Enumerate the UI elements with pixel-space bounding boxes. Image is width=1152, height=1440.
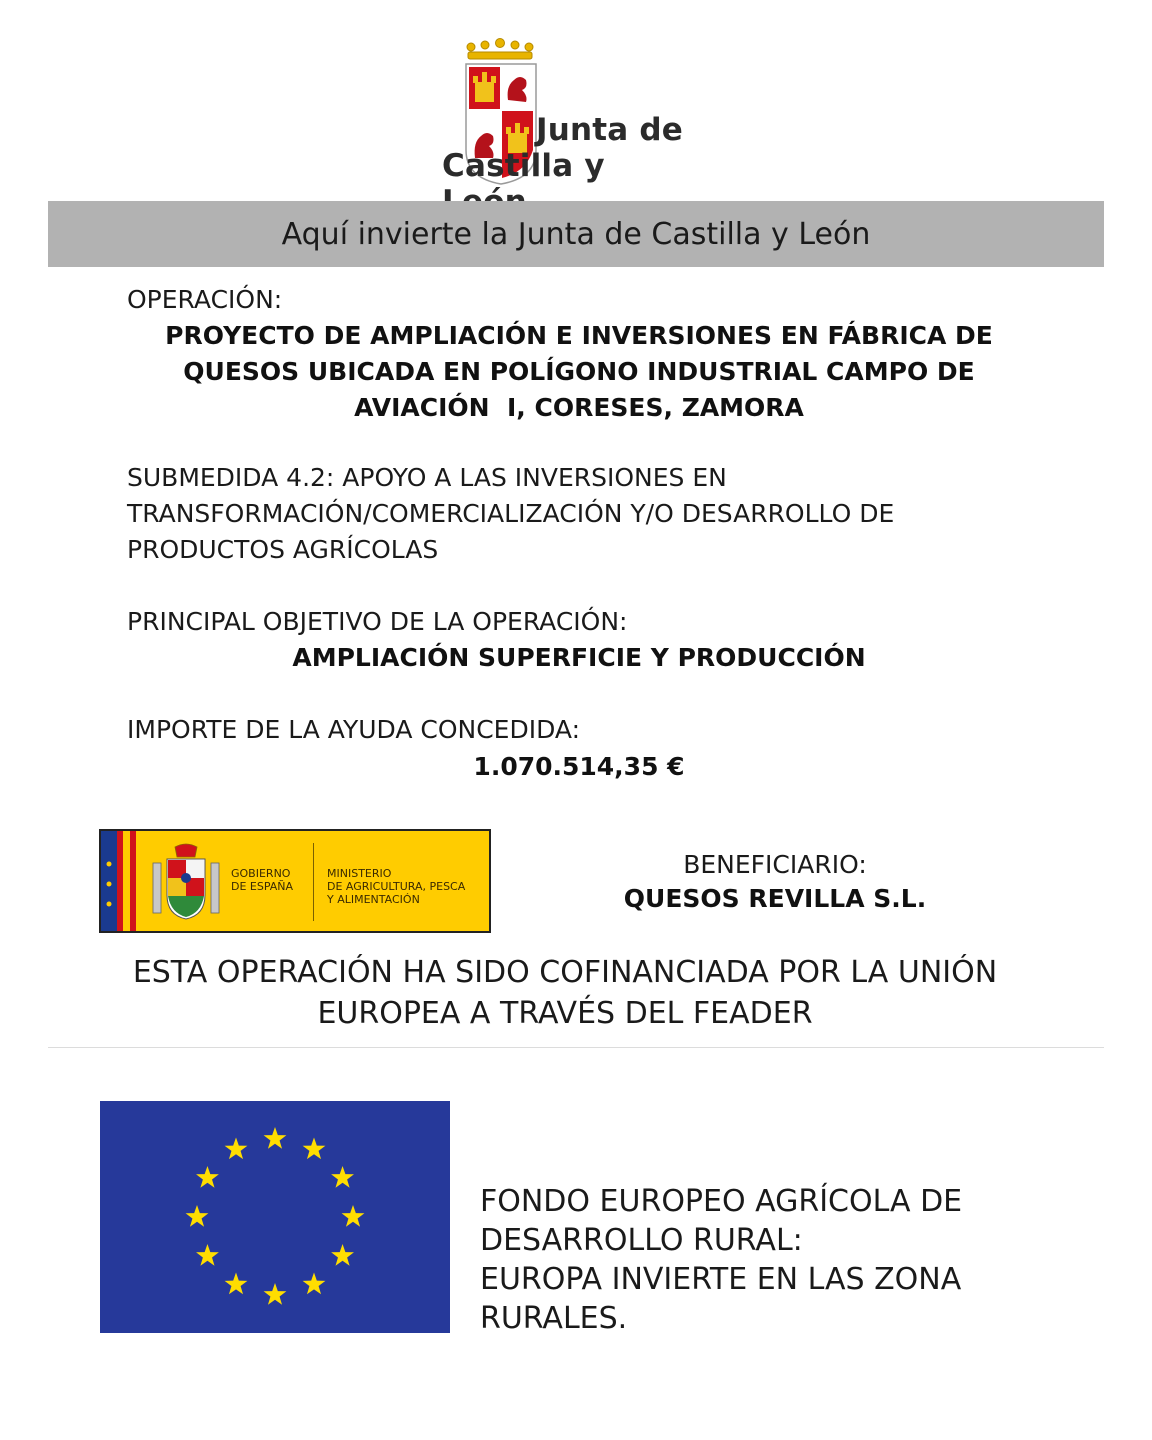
jcyl-logo-line2: Castilla y bbox=[442, 148, 605, 184]
feader-line: FONDO EUROPEO AGRÍCOLA DE bbox=[480, 1184, 963, 1219]
operation-line: AVIACIÓN I, CORESES, ZAMORA bbox=[354, 393, 804, 422]
objective-label: PRINCIPAL OBJETIVO DE LA OPERACIÓN: bbox=[127, 607, 628, 636]
banner-text: Aquí invierte la Junta de Castilla y León bbox=[281, 216, 871, 252]
jcyl-logo-line1: Junta de bbox=[536, 112, 684, 148]
ministry-text bbox=[327, 867, 487, 906]
gobierno-text bbox=[231, 867, 311, 893]
operation-line: PROYECTO DE AMPLIACIÓN E INVERSIONES EN FÁBRICA DE bbox=[165, 321, 993, 350]
gobierno-logo-yellow-strip bbox=[123, 831, 130, 931]
feader-line: RURALES. bbox=[480, 1301, 628, 1336]
banner bbox=[48, 201, 1104, 267]
operation-label: OPERACIÓN: bbox=[127, 285, 283, 314]
submeasure-line: PRODUCTOS AGRÍCOLAS bbox=[127, 535, 439, 564]
ministry-text-line: Y ALIMENTACIÓN bbox=[327, 893, 420, 906]
gobierno-logo-divider bbox=[313, 843, 314, 921]
feader-line: DESARROLLO RURAL: bbox=[480, 1223, 803, 1258]
star-icon bbox=[104, 859, 114, 919]
submeasure-text bbox=[127, 460, 1027, 568]
ministry-text-line: MINISTERIO bbox=[327, 867, 392, 880]
gobierno-logo bbox=[99, 829, 491, 933]
gobierno-logo-red-strip bbox=[130, 831, 136, 931]
beneficiary-label: BENEFICIARIO: bbox=[683, 850, 867, 879]
operation-value bbox=[130, 318, 1028, 426]
divider bbox=[48, 1047, 1104, 1048]
objective-value: AMPLIACIÓN SUPERFICIE Y PRODUCCIÓN bbox=[292, 643, 866, 672]
submeasure-line: SUBMEDIDA 4.2: APOYO A LAS INVERSIONES EN bbox=[127, 463, 727, 492]
spain-coat-of-arms-icon bbox=[151, 843, 221, 923]
cofinancing-line: EUROPEA A TRAVÉS DEL FEADER bbox=[317, 996, 813, 1031]
amount-value: 1.070.514,35 € bbox=[473, 752, 685, 781]
feader-text bbox=[480, 1182, 1080, 1338]
gobierno-text-line: DE ESPAÑA bbox=[231, 880, 294, 893]
cofinancing-text bbox=[80, 952, 1050, 1034]
operation-line: QUESOS UBICADA EN POLÍGONO INDUSTRIAL CAMPO DE bbox=[183, 357, 975, 386]
feader-line: EUROPA INVIERTE EN LAS ZONA bbox=[480, 1262, 962, 1297]
gobierno-text-line: GOBIERNO bbox=[231, 867, 291, 880]
eu-flag-icon bbox=[100, 1101, 450, 1333]
beneficiary-value: QUESOS REVILLA S.L. bbox=[623, 884, 927, 913]
submeasure-line: TRANSFORMACIÓN/COMERCIALIZACIÓN Y/O DESARROLLO DE bbox=[127, 499, 895, 528]
ministry-text-line: DE AGRICULTURA, PESCA bbox=[327, 880, 466, 893]
cofinancing-line: ESTA OPERACIÓN HA SIDO COFINANCIADA POR LA UNIÓN bbox=[132, 955, 998, 990]
amount-label: IMPORTE DE LA AYUDA CONCEDIDA: bbox=[127, 715, 581, 744]
